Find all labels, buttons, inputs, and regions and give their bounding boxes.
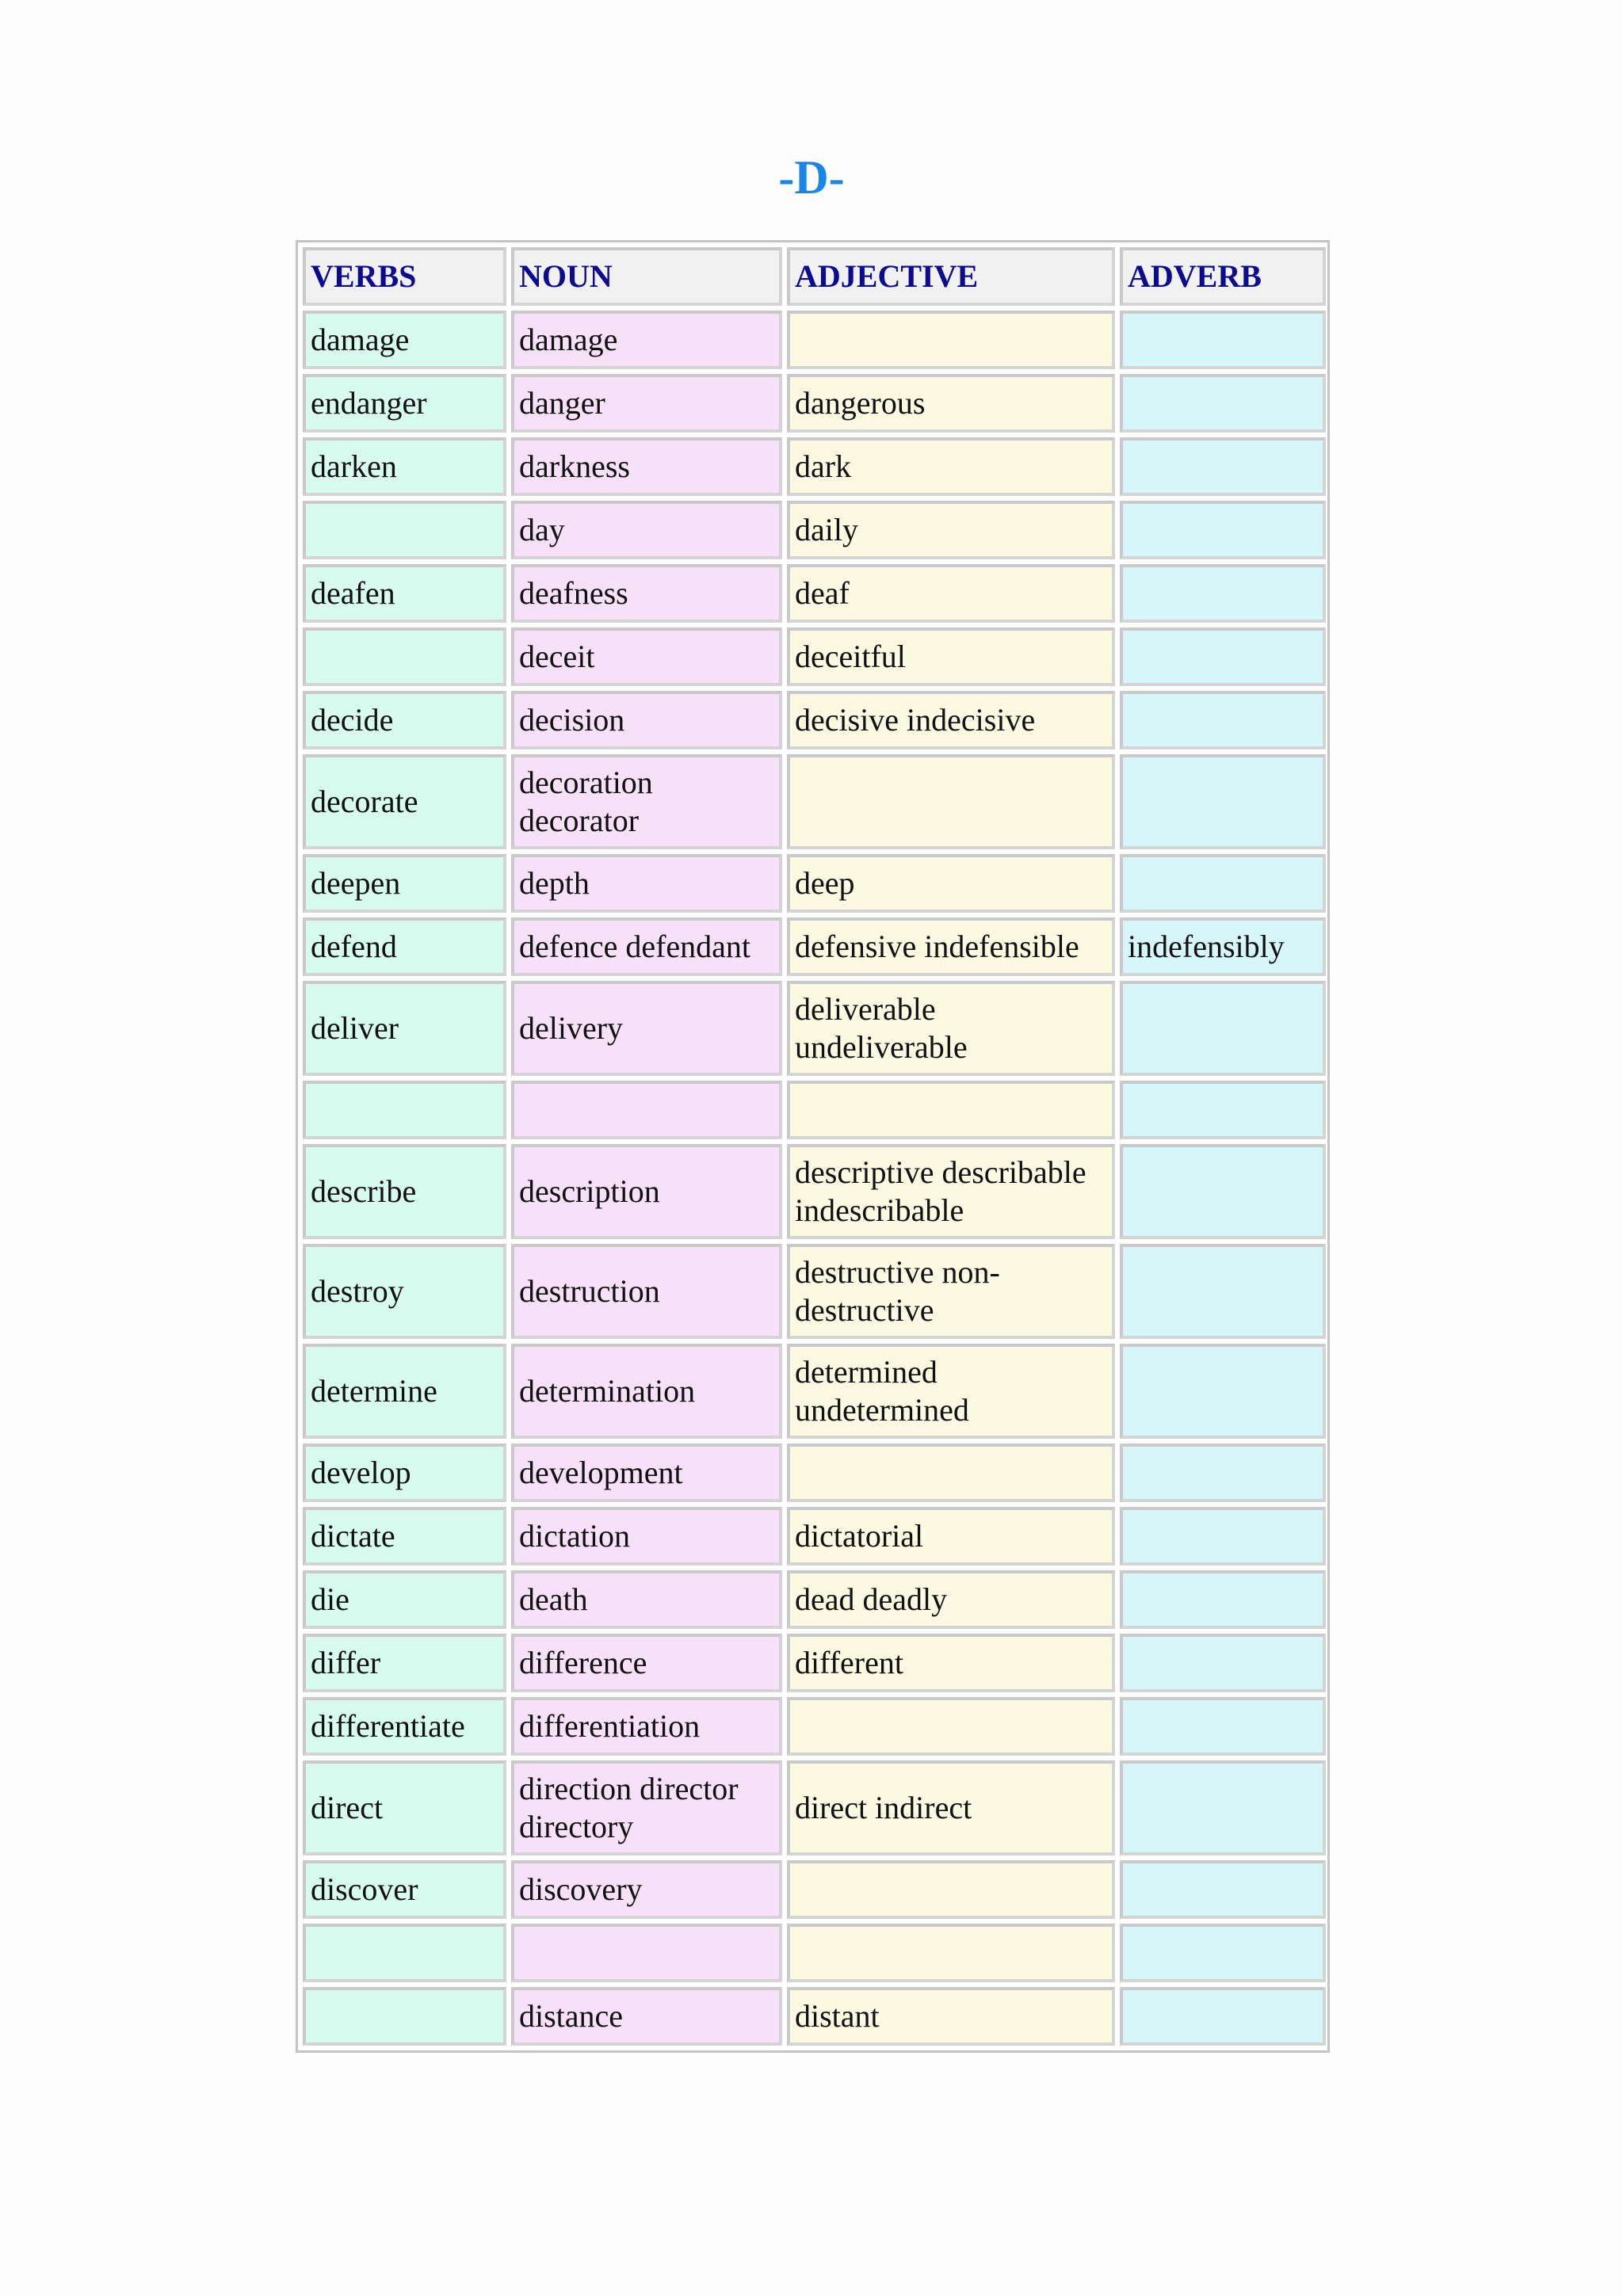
noun-cell: day xyxy=(511,501,782,559)
adjective-cell: deliverable undeliverable xyxy=(787,981,1115,1076)
adverb-cell xyxy=(1120,1081,1326,1139)
adverb-cell xyxy=(1120,1244,1326,1339)
verb-cell: deliver xyxy=(303,981,506,1076)
verb-cell: decorate xyxy=(303,754,506,849)
noun-cell: dictation xyxy=(511,1507,782,1566)
table-row xyxy=(303,564,1326,623)
table-header-row xyxy=(303,247,1326,306)
verb-cell: direct xyxy=(303,1760,506,1855)
table-row xyxy=(303,1081,1326,1139)
table-row xyxy=(303,1444,1326,1502)
adverb-cell xyxy=(1120,691,1326,749)
adverb-cell xyxy=(1120,1924,1326,1982)
noun-cell: development xyxy=(511,1444,782,1502)
noun-cell: determination xyxy=(511,1344,782,1439)
adjective-cell: deep xyxy=(787,854,1115,913)
verb-cell: darken xyxy=(303,437,506,496)
adjective-cell: dead deadly xyxy=(787,1570,1115,1629)
adjective-cell: different xyxy=(787,1634,1115,1692)
verb-cell: damage xyxy=(303,311,506,369)
adjective-cell: deceitful xyxy=(787,627,1115,686)
header-noun: NOUN xyxy=(511,247,782,306)
adverb-cell xyxy=(1120,1697,1326,1756)
adjective-cell xyxy=(787,1081,1115,1139)
adjective-cell xyxy=(787,754,1115,849)
verb-cell xyxy=(303,501,506,559)
adverb-cell xyxy=(1120,564,1326,623)
adjective-cell: descriptive describable indescribable xyxy=(787,1144,1115,1239)
verb-cell xyxy=(303,1987,506,2046)
adverb-cell xyxy=(1120,1444,1326,1502)
noun-cell: discovery xyxy=(511,1860,782,1919)
adverb-cell xyxy=(1120,1987,1326,2046)
adjective-cell: direct indirect xyxy=(787,1760,1115,1855)
adjective-cell: distant xyxy=(787,1987,1115,2046)
header-verbs: VERBS xyxy=(303,247,506,306)
adverb-cell xyxy=(1120,1570,1326,1629)
table-row xyxy=(303,1507,1326,1566)
adjective-cell: dictatorial xyxy=(787,1507,1115,1566)
adjective-cell xyxy=(787,1444,1115,1502)
noun-cell: depth xyxy=(511,854,782,913)
table-row xyxy=(303,854,1326,913)
adverb-cell xyxy=(1120,374,1326,433)
header-adverb: ADVERB xyxy=(1120,247,1326,306)
adverb-cell xyxy=(1120,437,1326,496)
word-forms-table xyxy=(298,242,1331,2050)
page-title: -D- xyxy=(778,151,845,204)
noun-cell: damage xyxy=(511,311,782,369)
adjective-cell: dark xyxy=(787,437,1115,496)
adverb-cell xyxy=(1120,311,1326,369)
adverb-cell xyxy=(1120,854,1326,913)
verb-cell: die xyxy=(303,1570,506,1629)
noun-cell: deafness xyxy=(511,564,782,623)
verb-cell xyxy=(303,627,506,686)
adverb-cell xyxy=(1120,1344,1326,1439)
adjective-cell xyxy=(787,1860,1115,1919)
word-forms-table-container xyxy=(296,240,1330,2053)
verb-cell: develop xyxy=(303,1444,506,1502)
verb-cell: destroy xyxy=(303,1244,506,1339)
adverb-cell xyxy=(1120,1507,1326,1566)
verb-cell: deepen xyxy=(303,854,506,913)
table-row xyxy=(303,437,1326,496)
adverb-cell xyxy=(1120,627,1326,686)
verb-cell xyxy=(303,1081,506,1139)
noun-cell: destruction xyxy=(511,1244,782,1339)
noun-cell: decoration decorator xyxy=(511,754,782,849)
table-row xyxy=(303,311,1326,369)
table-row xyxy=(303,1344,1326,1439)
adjective-cell xyxy=(787,1924,1115,1982)
noun-cell: distance xyxy=(511,1987,782,2046)
noun-cell: danger xyxy=(511,374,782,433)
verb-cell: discover xyxy=(303,1860,506,1919)
verb-cell: endanger xyxy=(303,374,506,433)
adverb-cell: indefensibly xyxy=(1120,917,1326,976)
noun-cell xyxy=(511,1924,782,1982)
verb-cell: dictate xyxy=(303,1507,506,1566)
verb-cell: differentiate xyxy=(303,1697,506,1756)
table-row xyxy=(303,1924,1326,1982)
adjective-cell xyxy=(787,1697,1115,1756)
adverb-cell xyxy=(1120,1760,1326,1855)
table-row xyxy=(303,1634,1326,1692)
noun-cell: differentiation xyxy=(511,1697,782,1756)
verb-cell: differ xyxy=(303,1634,506,1692)
adjective-cell: determined undetermined xyxy=(787,1344,1115,1439)
adjective-cell: dangerous xyxy=(787,374,1115,433)
adverb-cell xyxy=(1120,1634,1326,1692)
table-row xyxy=(303,691,1326,749)
noun-cell: death xyxy=(511,1570,782,1629)
header-adjective: ADJECTIVE xyxy=(787,247,1115,306)
verb-cell: describe xyxy=(303,1144,506,1239)
noun-cell: delivery xyxy=(511,981,782,1076)
adverb-cell xyxy=(1120,1860,1326,1919)
table-row xyxy=(303,754,1326,849)
table-row xyxy=(303,917,1326,976)
adjective-cell: destructive non-destructive xyxy=(787,1244,1115,1339)
table-row xyxy=(303,981,1326,1076)
adjective-cell: daily xyxy=(787,501,1115,559)
table-row xyxy=(303,1987,1326,2046)
table-row xyxy=(303,1570,1326,1629)
table-row xyxy=(303,374,1326,433)
noun-cell: description xyxy=(511,1144,782,1239)
noun-cell: defence defendant xyxy=(511,917,782,976)
noun-cell: deceit xyxy=(511,627,782,686)
noun-cell xyxy=(511,1081,782,1139)
adjective-cell xyxy=(787,311,1115,369)
adjective-cell: decisive indecisive xyxy=(787,691,1115,749)
adjective-cell: defensive indefensible xyxy=(787,917,1115,976)
adjective-cell: deaf xyxy=(787,564,1115,623)
table-row xyxy=(303,1244,1326,1339)
table-row xyxy=(303,1760,1326,1855)
noun-cell: decision xyxy=(511,691,782,749)
table-row xyxy=(303,1860,1326,1919)
adverb-cell xyxy=(1120,754,1326,849)
table-row xyxy=(303,501,1326,559)
verb-cell: defend xyxy=(303,917,506,976)
noun-cell: difference xyxy=(511,1634,782,1692)
table-row xyxy=(303,1144,1326,1239)
verb-cell xyxy=(303,1924,506,1982)
noun-cell: darkness xyxy=(511,437,782,496)
adverb-cell xyxy=(1120,981,1326,1076)
noun-cell: direction director directory xyxy=(511,1760,782,1855)
adverb-cell xyxy=(1120,501,1326,559)
verb-cell: deafen xyxy=(303,564,506,623)
table-row xyxy=(303,1697,1326,1756)
verb-cell: decide xyxy=(303,691,506,749)
verb-cell: determine xyxy=(303,1344,506,1439)
adverb-cell xyxy=(1120,1144,1326,1239)
table-row xyxy=(303,627,1326,686)
